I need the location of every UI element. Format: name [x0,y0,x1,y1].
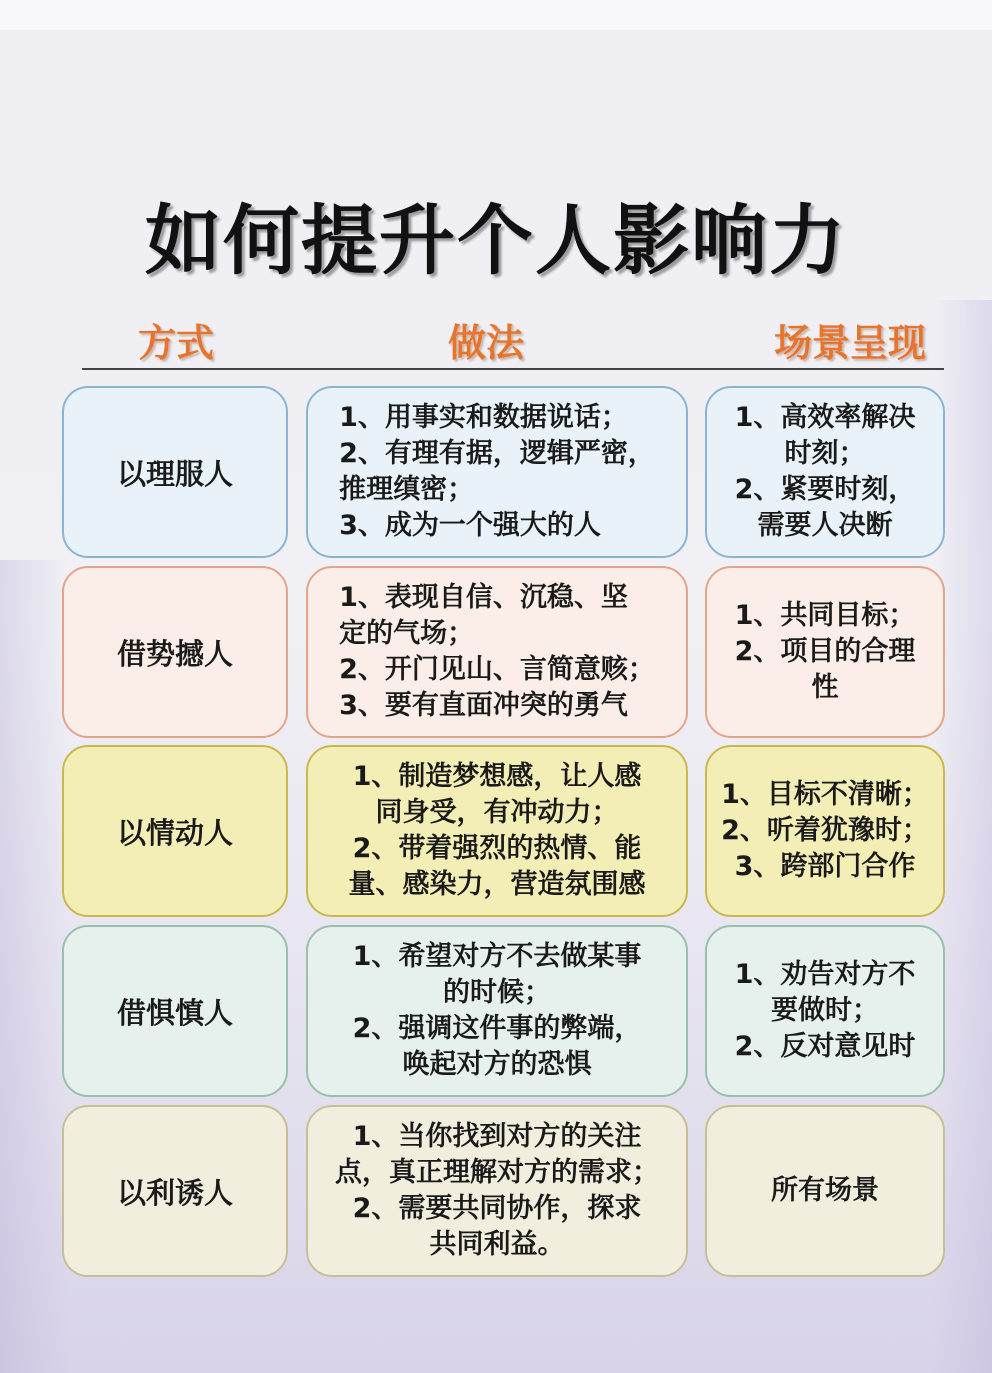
practice-line: 定的气场； [339,618,475,649]
practice-line: 点，真正理解对方的需求； [335,1157,659,1188]
practice-line: 2、需要共同协作，探求 [352,1193,642,1224]
method-cell-1 [62,386,288,558]
practice-line: 1、当你找到对方的关注 [352,1121,642,1152]
scene-line: 时刻； [784,438,866,469]
scene-line: 1、高效率解决 [734,402,916,433]
practice-line: 2、带着强烈的热情、能 [352,833,642,864]
scene-cell-2 [705,566,945,738]
practice-line: 同身受，有冲动力； [375,797,619,828]
practice-cell-4 [306,925,688,1097]
practice-line: 2、开门见山、言简意赅； [339,654,655,685]
scene-cell-4 [705,925,945,1097]
scene-text [735,598,916,706]
header-divider [82,368,944,370]
method-cell-2 [62,566,288,738]
top-band [0,0,992,30]
scene-text [721,777,929,885]
practice-text [339,400,655,544]
method-label: 以理服人 [116,456,233,491]
page-title: 如何提升个人影响力 [145,196,847,285]
practice-line: 1、制造梦想感，让人感 [352,761,642,792]
method-label: 以利诱人 [116,1175,233,1210]
practice-text [335,1119,659,1263]
method-cell-5 [62,1105,288,1277]
practice-text [339,580,655,724]
scene-cell-5 [705,1105,945,1277]
header-method: 方式 [138,321,215,365]
scene-text [735,400,916,544]
scene-line: 2、项目的合理 [734,636,916,667]
method-label: 以情动人 [116,815,233,850]
header-scene: 场景呈现 [774,321,927,365]
practice-line: 1、希望对方不去做某事 [352,941,642,972]
practice-line: 1、表现自信、沉稳、坚 [339,582,628,613]
method-cell-4 [62,925,288,1097]
scene-line: 1、目标不清晰； [721,779,929,810]
header-practice: 做法 [448,321,525,365]
practice-line: 共同利益。 [429,1229,565,1260]
practice-cell-1 [306,386,688,558]
scene-text [771,1173,879,1209]
scene-line: 性 [811,672,839,703]
practice-line: 推理缜密； [339,474,475,505]
scene-cell-3 [705,745,945,917]
practice-line: 2、有理有据，逻辑严密， [339,438,655,469]
scene-line: 1、共同目标； [734,600,916,631]
practice-text [353,939,642,1083]
scene-text [735,957,916,1065]
practice-line: 1、用事实和数据说话； [339,402,628,433]
scene-line: 3、跨部门合作 [734,851,916,882]
practice-line: 3、要有直面冲突的勇气 [339,690,628,721]
practice-cell-3 [306,745,688,917]
scene-line: 要做时； [770,995,879,1026]
practice-text [349,759,646,903]
practice-cell-5 [306,1105,688,1277]
practice-line: 3、成为一个强大的人 [339,510,601,541]
scene-line: 2、听着犹豫时； [721,815,929,846]
scene-line: 需要人决断 [757,510,893,541]
scene-line: 所有场景 [771,1175,879,1206]
background-glow-left [0,560,70,1373]
scene-line: 2、紧要时刻， [734,474,916,505]
method-label: 借惧慎人 [116,995,233,1030]
method-label: 借势撼人 [116,636,233,671]
practice-line: 唤起对方的恐惧 [402,1049,592,1080]
practice-line: 量、感染力，营造氛围感 [348,869,646,900]
scene-cell-1 [705,386,945,558]
method-cell-3 [62,745,288,917]
scene-line: 2、反对意见时 [734,1031,916,1062]
practice-line: 的时候； [442,977,551,1008]
scene-line: 1、劝告对方不 [734,959,916,990]
practice-cell-2 [306,566,688,738]
practice-line: 2、强调这件事的弊端， [352,1013,642,1044]
